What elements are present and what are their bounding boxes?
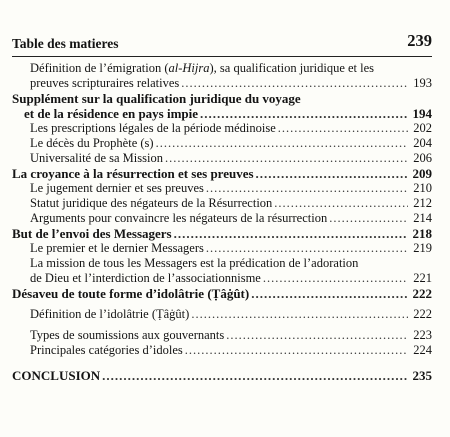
toc-section-label: But de l’envoi des Messagers bbox=[12, 226, 172, 241]
toc-entry-mission[interactable] bbox=[12, 271, 432, 286]
toc-entry[interactable] bbox=[12, 136, 432, 151]
toc-entry-text: ), sa qualification juridique et les bbox=[209, 61, 375, 75]
toc-page-number: 193 bbox=[413, 76, 432, 90]
toc-entry[interactable] bbox=[12, 151, 432, 166]
toc-entry-label: Universalité de sa Mission bbox=[30, 151, 163, 165]
toc-page-number: 202 bbox=[413, 121, 432, 135]
toc-entry-label: Le jugement dernier et ses preuves bbox=[30, 181, 204, 195]
toc-page-number: 224 bbox=[413, 343, 432, 357]
toc-page-number: 206 bbox=[413, 151, 432, 165]
running-title: Table des matieres bbox=[12, 36, 119, 51]
toc-entry-hijra[interactable] bbox=[12, 76, 432, 91]
toc-entry-label: Le décès du Prophète (s) bbox=[30, 136, 154, 150]
toc-page-number: 194 bbox=[412, 106, 432, 121]
dot-leader bbox=[191, 307, 408, 322]
toc-section-resurrection[interactable] bbox=[12, 166, 432, 181]
toc-page-number: 222 bbox=[412, 286, 432, 301]
dot-leader bbox=[263, 271, 408, 286]
toc-page-number: 210 bbox=[413, 181, 432, 195]
toc-entry[interactable] bbox=[12, 241, 432, 256]
toc-entry[interactable] bbox=[12, 121, 432, 136]
dot-leader bbox=[251, 286, 408, 301]
toc-section-messagers[interactable] bbox=[12, 226, 432, 241]
toc-section-label: et de la résidence en pays impie bbox=[24, 106, 199, 121]
toc-entry[interactable] bbox=[12, 211, 432, 226]
toc-page-number: 222 bbox=[413, 307, 432, 321]
dot-leader bbox=[206, 241, 408, 256]
toc-entry-label: Définition de l’idolâtrie (Ṭâġût) bbox=[30, 307, 190, 321]
toc-entry-label: Les prescriptions légales de la période médinoise bbox=[30, 121, 276, 135]
toc-entry[interactable] bbox=[12, 343, 432, 358]
toc-entry-label: Types de soumissions aux gouvernants bbox=[30, 328, 225, 342]
toc-entry-label: Principales catégories d’idoles bbox=[30, 343, 183, 357]
toc-page-number: 204 bbox=[413, 136, 432, 150]
toc-entry-label: Le premier et le dernier Messagers bbox=[30, 241, 204, 255]
page-header bbox=[12, 32, 432, 54]
toc-page-number: 218 bbox=[412, 226, 432, 241]
toc-entry[interactable] bbox=[12, 196, 432, 211]
dot-leader bbox=[185, 343, 408, 358]
toc-page-number: 209 bbox=[412, 166, 432, 181]
dot-leader bbox=[278, 121, 408, 136]
toc-entry-text: Définition de l’émigration ( bbox=[30, 61, 169, 75]
toc-entry-label: preuves scripturaires relatives bbox=[30, 76, 180, 90]
toc-section-supplement[interactable] bbox=[12, 106, 432, 121]
toc-page-number: 235 bbox=[412, 368, 432, 383]
dot-leader bbox=[329, 211, 408, 226]
dot-leader bbox=[102, 368, 408, 383]
toc-page-number: 221 bbox=[413, 271, 432, 285]
toc-entry-label: de Dieu et l’interdiction de l’associationnisme bbox=[30, 271, 261, 285]
toc-section-idolatrie[interactable] bbox=[12, 286, 432, 301]
dot-leader bbox=[200, 106, 408, 121]
page-number: 239 bbox=[407, 31, 432, 50]
toc-section-supplement-line1[interactable]: Supplément sur la qualification juridique du voyage bbox=[12, 91, 301, 106]
dot-leader bbox=[156, 136, 408, 151]
dot-leader bbox=[165, 151, 408, 166]
toc-section-label: CONCLUSION bbox=[12, 368, 101, 383]
toc-entry-term: al-Hijra bbox=[168, 61, 210, 75]
dot-leader bbox=[226, 328, 408, 343]
dot-leader bbox=[256, 166, 408, 181]
toc-entry-label: Arguments pour convaincre les négateurs de la résurrection bbox=[30, 211, 328, 225]
toc-entry-label: Statut juridique des négateurs de la Résurrection bbox=[30, 196, 273, 210]
toc-page-number: 212 bbox=[413, 196, 432, 210]
dot-leader bbox=[274, 196, 408, 211]
toc-page-number: 223 bbox=[413, 328, 432, 342]
toc-entry-hijra-line1[interactable] bbox=[12, 61, 432, 76]
table-of-contents bbox=[12, 61, 432, 383]
dot-leader bbox=[206, 181, 408, 196]
toc-entry[interactable] bbox=[12, 328, 432, 343]
header-rule bbox=[12, 56, 432, 57]
toc-page-number: 214 bbox=[413, 211, 432, 225]
toc-section-label: Désaveu de toute forme d’idolâtrie (Ṭâġût) bbox=[12, 286, 250, 301]
dot-leader bbox=[181, 76, 408, 91]
toc-entry[interactable] bbox=[12, 307, 432, 322]
toc-section-conclusion[interactable] bbox=[12, 368, 432, 383]
toc-entry-mission-line1[interactable]: La mission de tous les Messagers est la prédication de l’adoration bbox=[30, 256, 359, 270]
dot-leader bbox=[174, 226, 408, 241]
toc-entry[interactable] bbox=[12, 181, 432, 196]
toc-page-number: 219 bbox=[413, 241, 432, 255]
toc-section-label: La croyance à la résurrection et ses preuves bbox=[12, 166, 254, 181]
